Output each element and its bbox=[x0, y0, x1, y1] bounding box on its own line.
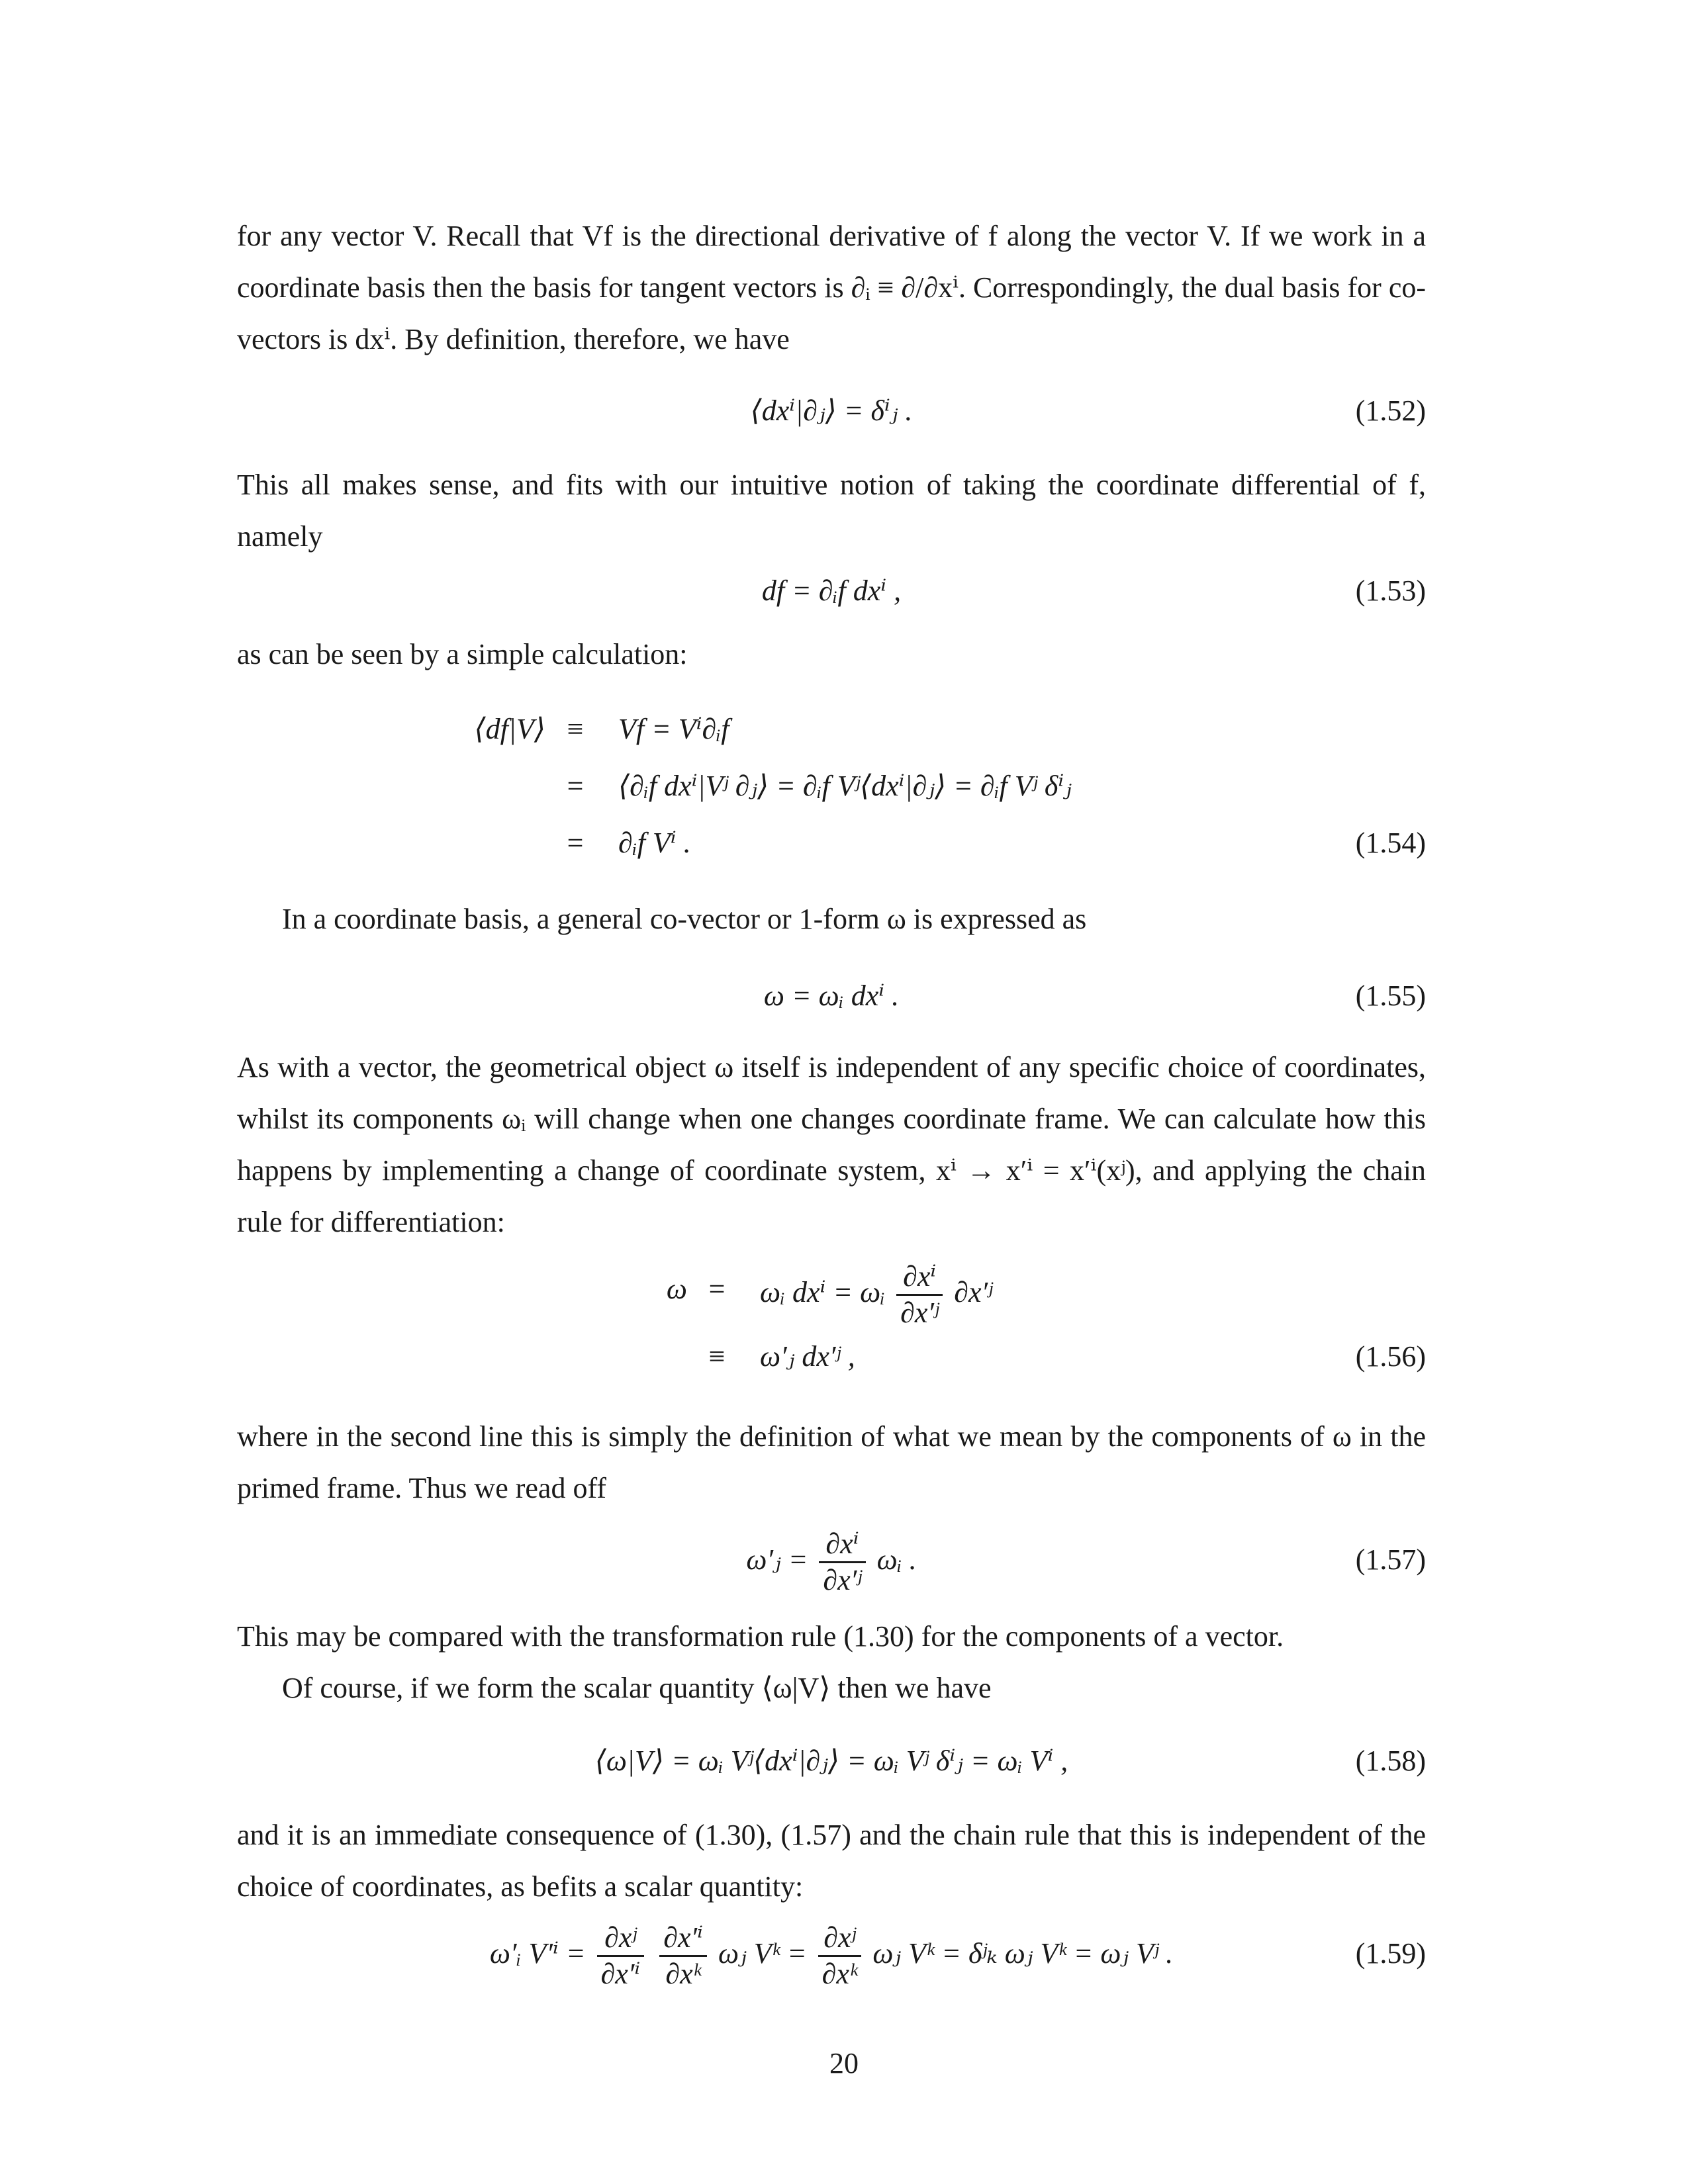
equation-1-58 bbox=[237, 1731, 1426, 1791]
equation-rhs: Vf = Vⁱ∂ᵢf bbox=[618, 713, 729, 745]
equation-rhs: ∂ᵢf Vⁱ . bbox=[618, 827, 691, 859]
equation-body: ω = ωᵢ dxⁱ . bbox=[763, 979, 900, 1012]
equation-relation: = bbox=[567, 770, 584, 802]
fraction-numerator: ∂xʲ bbox=[597, 1921, 645, 1957]
equation-number: (1.53) bbox=[1355, 574, 1426, 607]
fraction-numerator: ∂x′ⁱ bbox=[659, 1921, 707, 1957]
equation-1-55 bbox=[237, 966, 1426, 1026]
equation-relation: ≡ bbox=[567, 713, 584, 745]
fraction bbox=[818, 1921, 862, 1991]
fraction-denominator: ∂x′ⁱ bbox=[600, 1958, 641, 1991]
equation-body: df = ∂ᵢf dxⁱ , bbox=[761, 574, 902, 607]
equation-rhs bbox=[760, 1256, 992, 1329]
paragraph-2: This all makes sense, and fits with our intuitive notion of taking the coordinate differential of f, namely bbox=[237, 469, 1426, 553]
equation-rhs: ⟨∂ᵢf dxⁱ|Vʲ ∂ⱼ⟩ = ∂ᵢf Vʲ⟨dxⁱ|∂ⱼ⟩ = ∂ᵢf Vʲ δⁱⱼ bbox=[618, 770, 1072, 802]
equation-term: ωᵢ dxⁱ = ωᵢ bbox=[760, 1276, 886, 1308]
equation-number: (1.57) bbox=[1355, 1543, 1426, 1576]
equation-lhs: ⟨df|V⟩ bbox=[474, 713, 545, 745]
equation-number: (1.56) bbox=[1355, 1340, 1426, 1373]
equation-number: (1.55) bbox=[1355, 979, 1426, 1012]
paragraph-1: for any vector V. Recall that Vf is the directional derivative of f along the vector V. If we work in a coordinate basis then the basis for tangent vectors is ∂ᵢ ≡ ∂/∂xⁱ. Correspondingly, the dual basis for co-vectors is dxⁱ. By definition, therefore, we have bbox=[237, 220, 1426, 355]
equation-relation: ≡ bbox=[708, 1340, 726, 1373]
paragraph-7: This may be compared with the transformation rule (1.30) for the components of a vector. bbox=[237, 1620, 1284, 1653]
equation-rhs: ω′ⱼ dx′ʲ , bbox=[760, 1340, 855, 1373]
fraction-denominator: ∂xᵏ bbox=[665, 1958, 701, 1991]
fraction bbox=[896, 1259, 943, 1330]
equation-1-59 bbox=[237, 1909, 1426, 1999]
equation-body bbox=[237, 1909, 1426, 1999]
equation-1-57 bbox=[237, 1517, 1426, 1603]
fraction bbox=[659, 1921, 707, 1991]
equation-number: (1.54) bbox=[1355, 827, 1426, 859]
equation-number: (1.58) bbox=[1355, 1745, 1426, 1777]
equation-1-54 bbox=[237, 703, 1426, 875]
equation-lhs: ω bbox=[666, 1273, 687, 1305]
equation-1-52 bbox=[237, 381, 1426, 441]
fraction-numerator: ∂xⁱ bbox=[819, 1527, 865, 1563]
equation-number: (1.59) bbox=[1355, 1937, 1426, 1970]
fraction bbox=[597, 1921, 645, 1991]
fraction-numerator: ∂xʲ bbox=[818, 1921, 862, 1957]
fraction-denominator: ∂xᵏ bbox=[821, 1958, 858, 1991]
equation-relation: = bbox=[567, 827, 584, 859]
paragraph-9: and it is an immediate consequence of (1.30), (1.57) and the chain rule that this is independent of the choice of coordinates, as befits a scalar quantity: bbox=[237, 1819, 1426, 1903]
equation-rhs: ωᵢ . bbox=[876, 1543, 917, 1576]
fraction-numerator: ∂xⁱ bbox=[896, 1259, 943, 1296]
equation-term: ωⱼ Vᵏ = bbox=[718, 1937, 807, 1970]
equation-1-56 bbox=[237, 1256, 1426, 1388]
equation-relation: = bbox=[708, 1273, 726, 1305]
fraction-denominator: ∂x′ʲ bbox=[823, 1564, 862, 1597]
equation-lhs: ω′ⱼ = bbox=[746, 1543, 808, 1576]
page-number: 20 bbox=[829, 2047, 859, 2079]
paragraph-6: where in the second line this is simply the definition of what we mean by the components of ω in the primed frame. Thus we read off bbox=[237, 1420, 1426, 1504]
equation-body: ⟨dxⁱ|∂ⱼ⟩ = δⁱⱼ . bbox=[750, 394, 913, 427]
fraction-denominator: ∂x′ʲ bbox=[900, 1297, 939, 1330]
fraction bbox=[819, 1527, 865, 1598]
equation-rhs: ωⱼ Vᵏ = δʲₖ ωⱼ Vᵏ = ωⱼ Vʲ . bbox=[872, 1937, 1174, 1970]
paragraph-4: In a coordinate basis, a general co-vector or 1-form ω is expressed as bbox=[282, 903, 1087, 935]
equation-lhs: ω′ᵢ V′ⁱ = bbox=[489, 1937, 586, 1970]
equation-body: ⟨ω|V⟩ = ωᵢ Vʲ⟨dxⁱ|∂ⱼ⟩ = ωᵢ Vʲ δⁱⱼ = ωᵢ Vⁱ , bbox=[594, 1745, 1068, 1777]
paragraph-5: As with a vector, the geometrical object ω itself is independent of any specific choice of coordinates, whilst its components ωᵢ will change when one changes coordinate frame. We can calculate how this happens by implementing a change of coordinate system, xⁱ → x′ⁱ = x′ⁱ(xʲ), and applying the chain rule for differentiation: bbox=[237, 1051, 1426, 1238]
paragraph-3: as can be seen by a simple calculation: bbox=[237, 638, 688, 670]
equation-term: ∂x′ʲ bbox=[954, 1276, 993, 1308]
equation-body bbox=[237, 1517, 1426, 1603]
equation-number: (1.52) bbox=[1355, 394, 1426, 427]
equation-1-53 bbox=[237, 561, 1426, 621]
paragraph-8: Of course, if we form the scalar quantity ⟨ω|V⟩ then we have bbox=[282, 1672, 992, 1704]
